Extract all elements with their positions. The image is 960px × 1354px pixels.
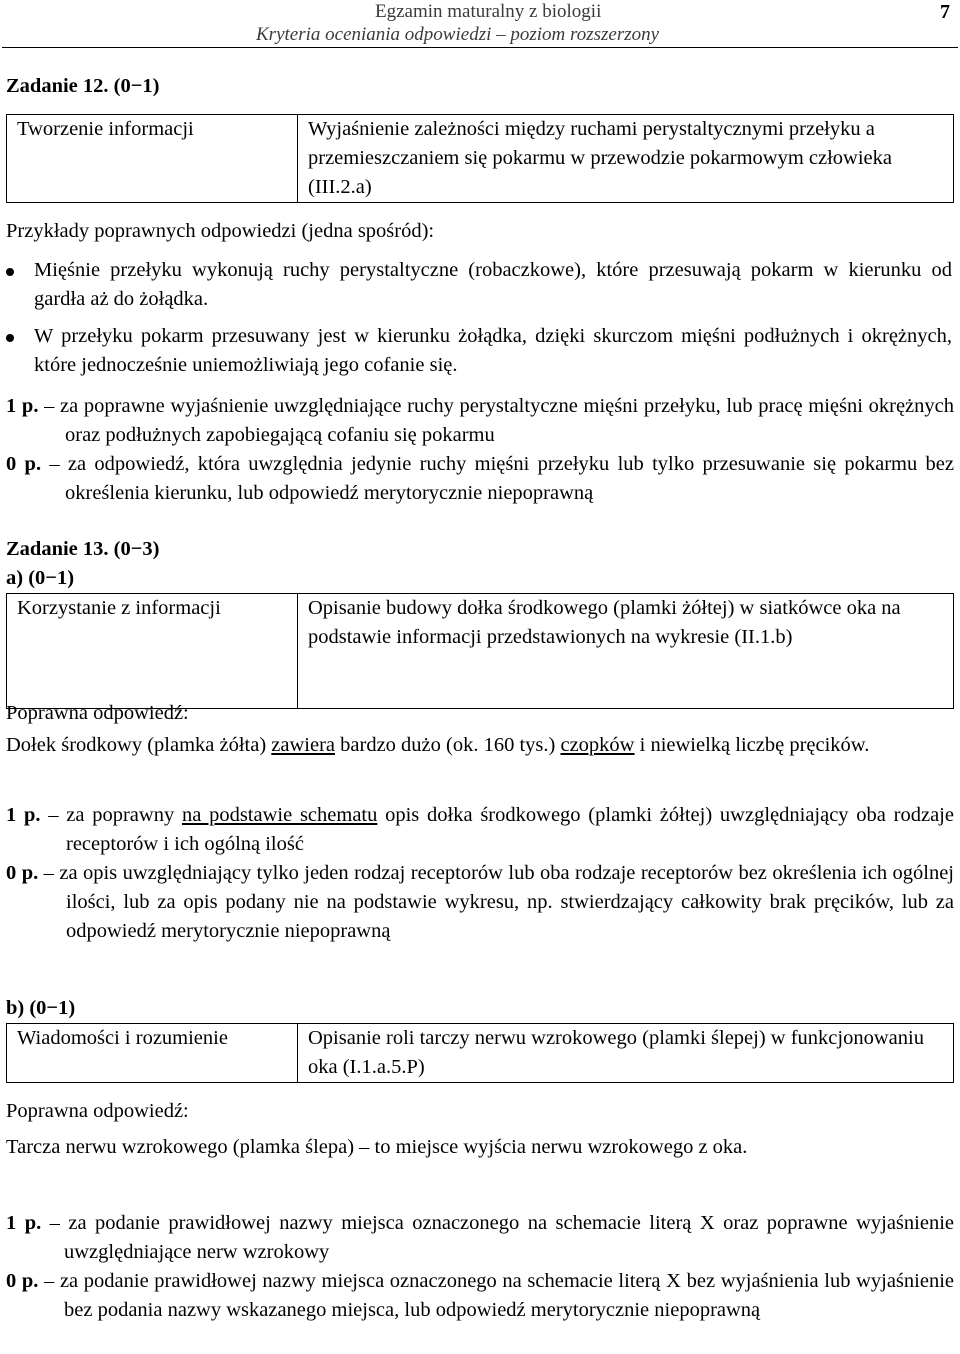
task-13b-answer-label: Poprawna odpowiedź: [6, 1100, 189, 1122]
score-text: – za odpowiedź, która uwzględnia jedynie ruchy mięśni przełyku lub tylko przesuwanie się pokarmu bez określenia kierunku, lub odpowiedź merytorycznie niepoprawną [41, 453, 954, 504]
score-label: 0 p. [6, 1270, 39, 1292]
task-12-score-0 [6, 450, 954, 508]
score-text: – za opis uwzględniający tylko jeden rodzaj receptorów lub oba rodzaje receptorów bez określenia ich ogólnej ilości, lub za opis podany nie na podstawie wykresu, np. stwierdzający całkowity brak pręcików, lub za odpowiedź merytorycznie niepoprawną [38, 862, 954, 942]
bullet-icon [6, 268, 14, 276]
score-label: 0 p. [6, 862, 39, 884]
score-label: 1 p. [6, 395, 39, 417]
bullet-icon [6, 334, 14, 342]
task-12-title: Zadanie 12. (0−1) [6, 75, 160, 97]
score-label: 0 p. [6, 453, 42, 475]
task-13-title: Zadanie 13. (0−3) [6, 538, 160, 560]
task-13b-category: Wiadomości i rozumienie [7, 1024, 298, 1083]
answer-text: i niewielką liczbę pręcików. [634, 734, 870, 756]
task-13a-score-1 [6, 801, 954, 859]
task-13b-answer: Tarcza nerwu wzrokowego (plamka ślepa) – to miejsce wyjścia nerwu wzrokowego z oka. [6, 1136, 748, 1158]
answer-underlined: czopków [560, 734, 635, 756]
task-13b-title: b) (0−1) [6, 997, 76, 1019]
task-13b-criteria-table [6, 1023, 954, 1083]
task-12-score-1 [6, 392, 954, 450]
task-13a-criteria-table [6, 593, 954, 709]
answer-text: Dołek środkowy (plamka żółta) [6, 734, 272, 756]
task-12-category: Tworzenie informacji [7, 115, 298, 203]
exam-subtitle: Kryteria oceniania odpowiedzi – poziom rozszerzony [256, 24, 660, 45]
answer-text: bardzo dużo (ok. 160 tys.) [335, 734, 561, 756]
score-underlined: na podstawie schematu [181, 804, 378, 826]
task-12-example-1: Mięśnie przełyku wykonują ruchy perystaltyczne (robaczkowe), które przesuwają pokarm w kierunku od gardła aż do żołądka. [34, 259, 952, 310]
score-text: opis dołka środkowego (plamki żółtej) uwzględniający oba rodzaje receptorów i ich ogólną ilość [66, 804, 954, 855]
task-13b-score-0 [6, 1267, 954, 1325]
score-label: 1 p. [6, 804, 41, 826]
task-12-requirement: Wyjaśnienie zależności między ruchami perystaltycznymi przełyku a przemieszczaniem się pokarmu w przewodzie pokarmowym człowieka (III.2.a) [298, 115, 954, 203]
task-13a-title: a) (0−1) [6, 567, 75, 589]
task-13b-score-1 [6, 1209, 954, 1267]
task-12-examples-label: Przykłady poprawnych odpowiedzi (jedna spośród): [6, 220, 435, 242]
task-13a-score-0 [6, 859, 954, 946]
page-header [256, 0, 912, 47]
task-13a-category: Korzystanie z informacji [7, 594, 298, 709]
score-text: – za poprawny [40, 804, 182, 826]
task-13a-answer-label: Poprawna odpowiedź: [6, 702, 189, 724]
task-13a-requirement: Opisanie budowy dołka środkowego (plamki żółtej) w siatkówce oka na podstawie informacji przedstawionych na wykresie (II.1.b) [298, 594, 954, 709]
score-text: – za podanie prawidłowej nazwy miejsca oznaczonego na schemacie literą X bez wyjaśnienia lub wyjaśnienie bez podania nazwy wskazanego miejsca, lub odpowiedź merytorycznie niepoprawną [38, 1270, 954, 1321]
task-13b-requirement: Opisanie roli tarczy nerwu wzrokowego (plamki ślepej) w funkcjonowaniu oka (I.1.a.5.P) [298, 1024, 954, 1083]
header-divider [2, 47, 958, 48]
answer-underlined: zawiera [271, 734, 336, 756]
score-label: 1 p. [6, 1212, 42, 1234]
task-12-criteria-table [6, 114, 954, 203]
task-13a-answer [6, 731, 954, 760]
page-number: 7 [940, 1, 950, 23]
exam-title: Egzamin maturalny z biologii [375, 1, 602, 22]
score-text: – za podanie prawidłowej nazwy miejsca oznaczonego na schemacie literą X oraz poprawne wyjaśnienie uwzględniające nerw wzrokowy [41, 1212, 954, 1263]
score-text: – za poprawne wyjaśnienie uwzględniające ruchy perystaltyczne mięśni przełyku, lub pracę mięśni okrężnych oraz podłużnych zapobiegającą cofaniu się pokarmu [38, 395, 954, 446]
task-12-example-2: W przełyku pokarm przesuwany jest w kierunku żołądka, dzięki skurczom mięśni podłużnych i okrężnych, które jednocześnie uniemożliwiają jego cofanie się. [34, 325, 952, 376]
